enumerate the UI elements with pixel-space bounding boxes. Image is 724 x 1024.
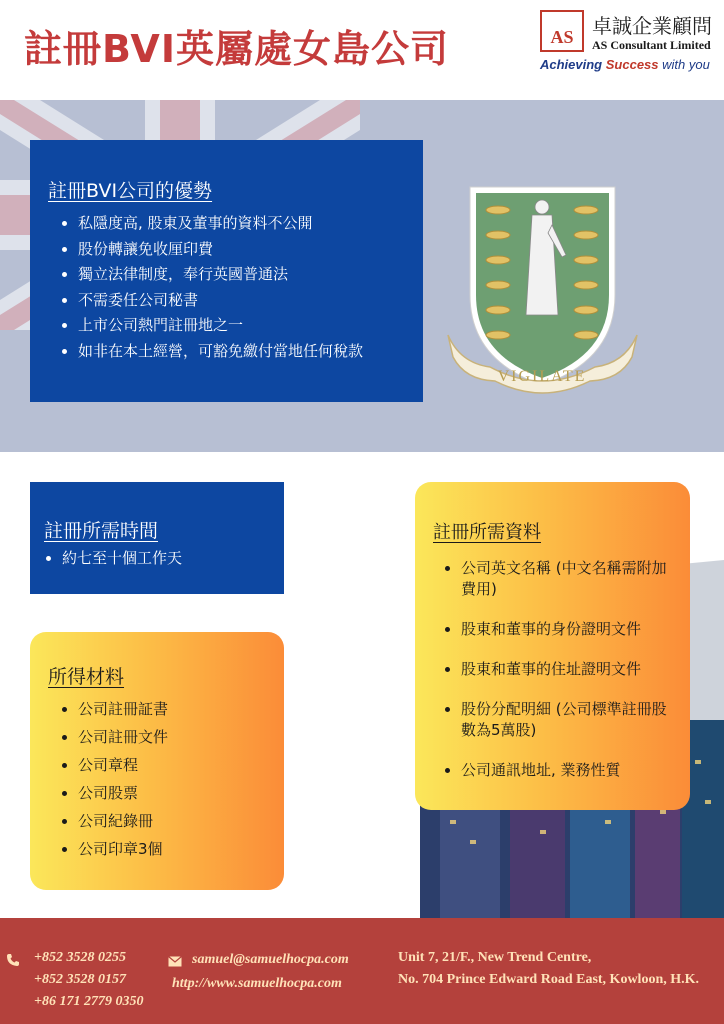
address-line-1: Unit 7, 21/F., New Trend Centre, <box>398 950 592 965</box>
mail-icon <box>168 956 182 967</box>
logo-english-name: AS Consultant Limited <box>592 38 711 52</box>
requirements-box <box>415 482 690 810</box>
requirements-list <box>433 558 670 781</box>
list-item: • 股份轉讓免收厘印費 <box>78 237 405 263</box>
list-item: • 如非在本土經營，可豁免繳付當地任何稅款 <box>78 339 405 365</box>
materials-title: 所得材料 <box>48 666 125 688</box>
time-list <box>44 547 270 569</box>
logo-mark: AS <box>540 10 584 52</box>
phone-number-3[interactable]: +86 171 2779 0350 <box>34 994 144 1009</box>
list-item: • 股東和董事的身份證明文件 <box>461 619 670 640</box>
materials-box <box>30 632 284 890</box>
list-item: • 獨立法律制度，奉行英國普通法 <box>78 262 405 288</box>
tagline-part-a: Achieving <box>540 57 606 72</box>
address-line-2: No. 704 Prince Edward Road East, Kowloon, H.K. <box>398 972 700 987</box>
header <box>0 0 724 100</box>
list-item: • 公司章程 <box>78 751 266 779</box>
list-item: • 不需委任公司秘書 <box>78 288 405 314</box>
list-item: • 股份分配明細 (公司標準註冊股數為5萬股) <box>461 699 670 741</box>
time-title: 註冊所需時間 <box>44 520 159 542</box>
website-link[interactable]: http://www.samuelhocpa.com <box>172 976 342 991</box>
materials-list <box>48 695 266 863</box>
logo-tagline <box>540 57 710 72</box>
logo-chinese-name: 卓誠企業顧問 <box>592 14 712 38</box>
list-item: • 上市公司熱門註冊地之一 <box>78 313 405 339</box>
registration-time-box <box>30 482 284 594</box>
advantages-title: 註冊BVI公司的優勢 <box>48 180 213 202</box>
company-logo <box>540 10 720 80</box>
requirements-title: 註冊所需資料 <box>433 522 541 543</box>
tagline-part-c: with you <box>658 57 710 72</box>
list-item: • 公司英文名稱 (中文名稱需附加費用) <box>461 558 670 600</box>
tagline-part-b: Success <box>605 57 659 72</box>
footer <box>0 918 724 1024</box>
bvi-coat-of-arms <box>440 185 645 400</box>
crest-motto: VIGILATE <box>497 368 587 385</box>
advantages-box <box>30 140 423 402</box>
phone-number-2[interactable]: +852 3528 0157 <box>34 972 126 987</box>
list-item: • 公司通訊地址, 業務性質 <box>461 760 670 781</box>
advantages-list <box>48 211 405 364</box>
page-title: 註冊BVI英屬處女島公司 <box>24 27 449 71</box>
list-item: • 公司印章3個 <box>78 835 266 863</box>
phone-number-1[interactable]: +852 3528 0255 <box>34 950 126 965</box>
list-item: • 公司註冊文件 <box>78 723 266 751</box>
list-item: • 公司股票 <box>78 779 266 807</box>
list-item: • 公司紀錄冊 <box>78 807 266 835</box>
list-item: • 公司註冊証書 <box>78 695 266 723</box>
list-item: • 約七至十個工作天 <box>62 547 270 569</box>
list-item: • 私隱度高, 股東及董事的資料不公開 <box>78 211 405 237</box>
phone-icon <box>6 953 20 967</box>
email-link[interactable]: samuel@samuelhocpa.com <box>192 952 349 967</box>
list-item: • 股東和董事的住址證明文件 <box>461 659 670 680</box>
